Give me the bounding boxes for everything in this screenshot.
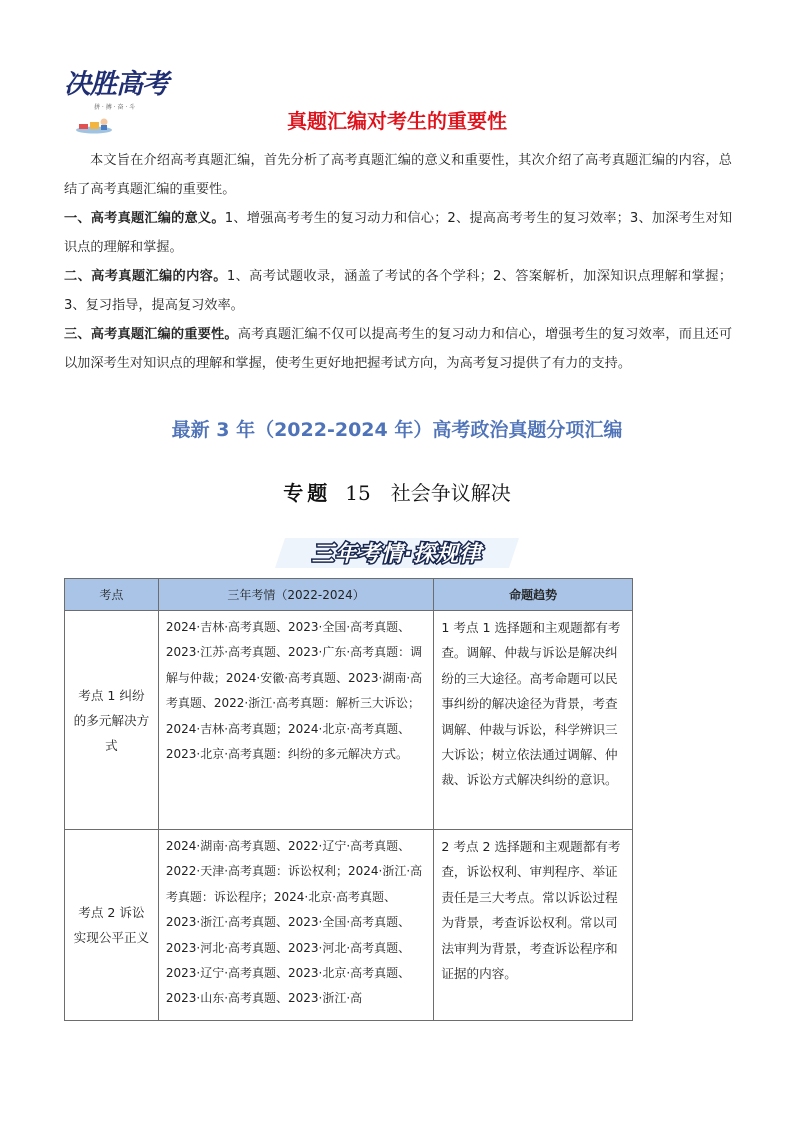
column-header-trend: 命题趋势 [434, 579, 633, 611]
topic-heading [0, 477, 794, 506]
intro-point-text: 1、高考试题收录，涵盖了考试的各个学科；2、答案解析，加深知识点理解和掌握；3、复习指导，提高复习效率。 [64, 269, 733, 313]
section-title: 最新 3 年（2022-2024 年）高考政治真题分项汇编 [171, 419, 623, 441]
topic-prefix: 专题 [283, 481, 332, 505]
table-cell-point: 考点 1 纠纷的多元解决方式 [65, 611, 159, 830]
intro-point-1 [64, 204, 732, 262]
page-title: 真题汇编对考生的重要性 [287, 109, 507, 133]
intro-point-text: 1、增强高考考生的复习动力和信心；2、提高高考考生的复习效率；3、加深考生对知识点的理解和掌握。 [64, 211, 733, 255]
banner-text: 三年考情·探规律 [311, 542, 483, 567]
table-cell-history: 2024·湖南·高考真题、2022·辽宁·高考真题、2022·天津·高考真题：诉讼权利；2024·浙江·高考真题：诉讼程序；2024·北京·高考真题、2023·浙江·高考真题、2023·全国·高考真题、2023·河北·高考真题、2023·河北·高考真题、2023·辽宁·高考真题、2023·北京·高考真题、2023·山东·高考真题、2023·浙江·高 [158, 830, 433, 1021]
logo-subtext: 拼 · 搏 · 奋 · 斗 [94, 104, 136, 111]
intro-point-label: 二、高考真题汇编的内容。 [64, 269, 227, 284]
table-cell-trend: 1 考点 1 选择题和主观题都有考查。调解、仲裁与诉讼是解决纠纷的三大途径。高考命题可以民事纠纷的解决途径为背景，考查调解、仲裁与诉讼，科学辨识三大诉讼；树立依法通过调解、仲裁、诉讼方式解决纠纷的意识。 [434, 611, 633, 830]
logo-text: 决胜高考 [64, 69, 168, 100]
intro-point-2 [64, 262, 732, 320]
column-header-history: 三年考情（2022-2024） [158, 579, 433, 611]
topic-number: 15 [345, 481, 371, 505]
exam-analysis-table [64, 578, 633, 1021]
intro-point-3 [64, 320, 732, 378]
table-cell-point: 考点 2 诉讼实现公平正义 [65, 830, 159, 1021]
intro-point-label: 三、高考真题汇编的重要性。 [64, 327, 238, 342]
table-cell-trend: 2 考点 2 选择题和主观题都有考查，诉讼权利、审判程序、举证责任是三大考点。常以诉讼过程为背景，考查诉讼权利。常以司法审判为背景，考查诉讼程序和证据的内容。 [434, 830, 633, 1021]
table-cell-history: 2024·吉林·高考真题、2023·全国·高考真题、2023·江苏·高考真题、2023·广东·高考真题：调解与仲裁；2024·安徽·高考真题、2023·湖南·高考真题、2022·浙江·高考真题：解析三大诉讼；2024·吉林·高考真题；2024·北京·高考真题、2023·北京·高考真题：纠纷的多元解决方式。 [158, 611, 433, 830]
intro-point-text: 高考真题汇编不仅可以提高考生的复习动力和信心，增强考生的复习效率，而且还可以加深考生对知识点的理解和掌握，使考生更好地把握考试方向，为高考复习提供了有力的支持。 [64, 327, 733, 371]
banner [275, 536, 519, 570]
intro-paragraph: 本文旨在介绍高考真题汇编，首先分析了高考真题汇编的意义和重要性，其次介绍了高考真题汇编的内容，总结了高考真题汇编的重要性。 [64, 153, 732, 197]
topic-name: 社会争议解决 [390, 481, 511, 505]
table-row [65, 830, 633, 1021]
table-row [65, 611, 633, 830]
table-header-row [65, 579, 633, 611]
column-header-point: 考点 [65, 579, 159, 611]
intro-point-label: 一、高考真题汇编的意义。 [64, 211, 225, 226]
